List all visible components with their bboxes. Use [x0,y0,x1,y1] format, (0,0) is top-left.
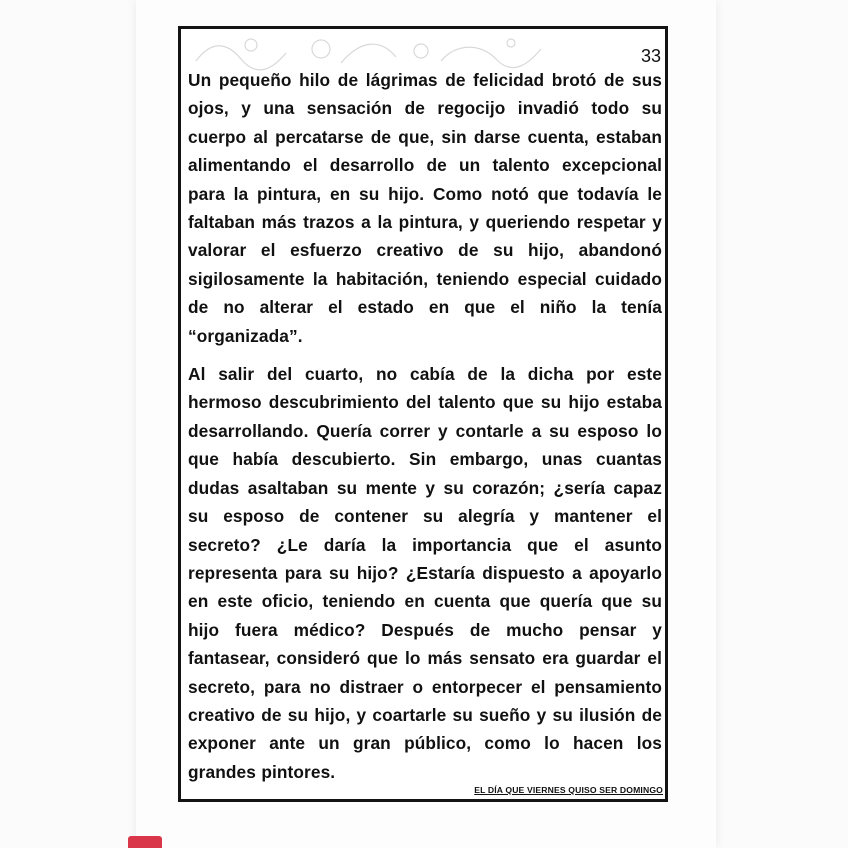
red-edge-bottom [128,836,162,848]
floral-ornament-icon [191,31,551,71]
paragraph: Un pequeño hilo de lágrimas de felicidad brotó de sus ojos, y una sensación de regocijo invadió todo su cuerpo al percatarse de que, sin darse cuenta, estaban alimentando el desarrollo de un talento excepcional para la pintura, en su hijo. Como notó que todavía le faltaban más trazos a la pintura, y queriendo respetar y valorar el esfuerzo creativo de su hijo, abandonó sigilosamente la habitación, teniendo especial cuidado de no alterar el estado en que el niño la tenía “organizada”. [188,70,662,346]
page-number: 33 [640,46,661,66]
body-text [188,66,662,786]
running-footer-title: EL DÍA QUE VIERNES QUISO SER DOMINGO [474,785,663,795]
paragraph: Al salir del cuarto, no cabía de la dicha por este hermoso descubrimiento del talento que su hijo estaba desarrollando. Quería correr y contarle a su esposo lo que había descubierto. Sin embargo, unas cuantas dudas asaltaban su mente y su corazón; ¿sería capaz su esposo de contener su alegría y mantener el secreto? ¿Le daría la importancia que el asunto representa para su hijo? ¿Estaría dispuesto a apoyarlo en este oficio, teniendo en cuenta que quería que su hijo fuera médico? Después de mucho pensar y fantasear, consideró que lo más sensato era guardar el secreto, para no distraer o entorpecer el pensamiento creativo de su hijo, y coartarle su sueño y su ilusión de exponer ante un gran público, como lo hacen los grandes pintores. [188,364,662,782]
page-frame [178,26,668,802]
